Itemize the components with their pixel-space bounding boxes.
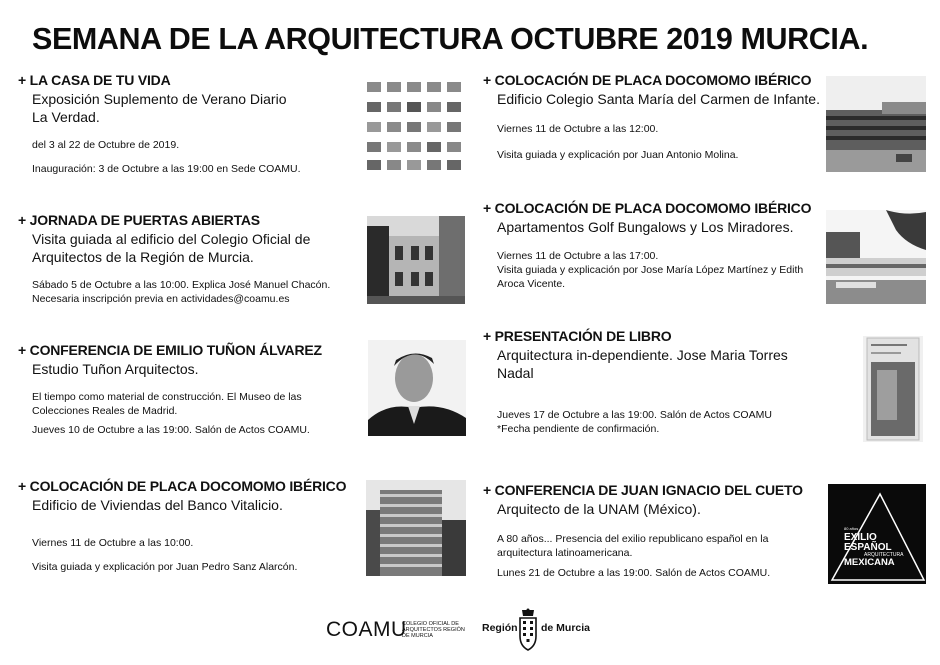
- event-jornada-puertas-abiertas: [18, 212, 358, 306]
- poster-line3: ESPAÑOL: [844, 542, 892, 553]
- event-conferencia-del-cueto: [483, 482, 823, 580]
- page-title: SEMANA DE LA ARQUITECTURA OCTUBRE 2019 MURCIA.: [32, 22, 869, 56]
- coamu-logo-subtitle: COLEGIO OFICIAL DE ARQUITECTOS REGIÓN DE MURCIA: [402, 621, 465, 639]
- event-heading: + CONFERENCIA DE JUAN IGNACIO DEL CUETO: [483, 482, 803, 498]
- exilio-poster-image: [828, 484, 926, 584]
- event-detail: Necesaria inscripción previa en actividades@coamu.es: [32, 293, 290, 305]
- event-detail: Visita guiada y explicación por Jose María López Martínez y Edith Aroca Vicente.: [497, 264, 804, 290]
- poster-line5: MEXICANA: [844, 557, 895, 568]
- event-date: Viernes 11 de Octubre a las 17:00.: [497, 250, 659, 262]
- poster-line4: ARQUITECTURA: [864, 552, 904, 558]
- exhibition-thumbnail-grid: [366, 80, 466, 172]
- event-detail: Visita guiada y explicación por Juan Antonio Molina.: [497, 149, 739, 161]
- event-placa-banco-vitalicio: [18, 478, 358, 574]
- event-date: Lunes 21 de Octubre a las 19:00. Salón de Actos COAMU.: [497, 567, 771, 579]
- event-date: Jueves 10 de Octubre a las 19:00. Salón de Actos COAMU.: [32, 424, 310, 436]
- event-date: Viernes 11 de Octubre a las 10:00.: [32, 537, 194, 549]
- event-heading: + COLOCACIÓN DE PLACA DOCOMOMO IBÉRICO: [483, 72, 812, 88]
- event-placa-santa-maria: [483, 72, 823, 162]
- event-subtitle: Arquitectura in-dependiente. Jose Maria Torres Nadal: [497, 347, 788, 381]
- event-subtitle: Exposición Suplemento de Verano Diario La Verdad.: [32, 91, 287, 125]
- poster-line2: EXILIO: [844, 532, 877, 543]
- school-photo-image: [826, 76, 926, 172]
- event-date: Sábado 5 de Octubre a las 10:00. Explica José Manuel Chacón.: [32, 279, 331, 291]
- event-subtitle: Edificio de Viviendas del Banco Vitalicio.: [32, 497, 283, 513]
- coamu-logo: COAMU: [326, 618, 407, 641]
- event-date: Jueves 17 de Octubre a las 19:00. Salón de Actos COAMU: [497, 409, 772, 421]
- event-subtitle: Visita guiada al edificio del Colegio Oficial de Arquitectos de la Región de Murcia.: [32, 231, 311, 265]
- event-placa-golf-bungalows: [483, 200, 823, 291]
- event-heading: + LA CASA DE TU VIDA: [18, 72, 171, 88]
- poster-line1: 80 años: [844, 526, 859, 531]
- book-cover-image: [863, 336, 923, 442]
- event-conferencia-tunon: [18, 342, 358, 437]
- event-detail: El tiempo como material de construcción. El Museo de las Colecciones Reales de Madrid.: [32, 391, 302, 417]
- portrait-image: [368, 340, 466, 436]
- event-detail: Inauguración: 3 de Octubre a las 19:00 en Sede COAMU.: [32, 163, 301, 175]
- event-heading: + COLOCACIÓN DE PLACA DOCOMOMO IBÉRICO: [483, 200, 812, 216]
- colegio-santa-maria-photo: [826, 76, 926, 172]
- speaker-portrait-photo: [368, 340, 466, 436]
- region-murcia-shield-icon: [518, 608, 538, 652]
- region-murcia-logo-right: de Murcia: [541, 622, 591, 634]
- event-date: Viernes 11 de Octubre a las 12:00.: [497, 123, 659, 135]
- event-subtitle: Arquitecto de la UNAM (México).: [497, 501, 701, 517]
- photo-grid-image: [366, 80, 466, 172]
- golf-bungalows-photo: [826, 210, 926, 304]
- event-subtitle: Apartamentos Golf Bungalows y Los Miradores.: [497, 219, 794, 235]
- banco-vitalicio-photo: [366, 480, 466, 576]
- event-detail: *Fecha pendiente de confirmación.: [497, 423, 660, 435]
- footer-logos: [326, 606, 616, 656]
- building-photo-image: [367, 216, 465, 304]
- event-presentacion-libro: [483, 328, 823, 436]
- book-cover-photo: [863, 336, 923, 442]
- event-date: del 3 al 22 de Octubre de 2019.: [32, 139, 180, 151]
- region-murcia-logo-left: Región: [482, 622, 518, 634]
- event-detail: Visita guiada y explicación por Juan Pedro Sanz Alarcón.: [32, 561, 298, 573]
- event-la-casa-de-tu-vida: [18, 72, 358, 176]
- exilio-poster: [828, 484, 926, 584]
- event-subtitle: Estudio Tuñon Arquitectos.: [32, 361, 199, 377]
- event-subtitle: Edificio Colegio Santa María del Carmen de Infante.: [497, 91, 820, 107]
- event-heading: + COLOCACIÓN DE PLACA DOCOMOMO IBÉRICO: [18, 478, 347, 494]
- event-heading: + CONFERENCIA DE EMILIO TUÑON ÁLVAREZ: [18, 342, 322, 358]
- event-heading: + PRESENTACIÓN DE LIBRO: [483, 328, 672, 344]
- coamu-building-photo: [367, 216, 465, 304]
- event-heading: + JORNADA DE PUERTAS ABIERTAS: [18, 212, 260, 228]
- bungalows-photo-image: [826, 210, 926, 304]
- event-detail: A 80 años... Presencia del exilio republicano español en la arquitectura latinoamericana.: [497, 533, 769, 559]
- tower-photo-image: [366, 480, 466, 576]
